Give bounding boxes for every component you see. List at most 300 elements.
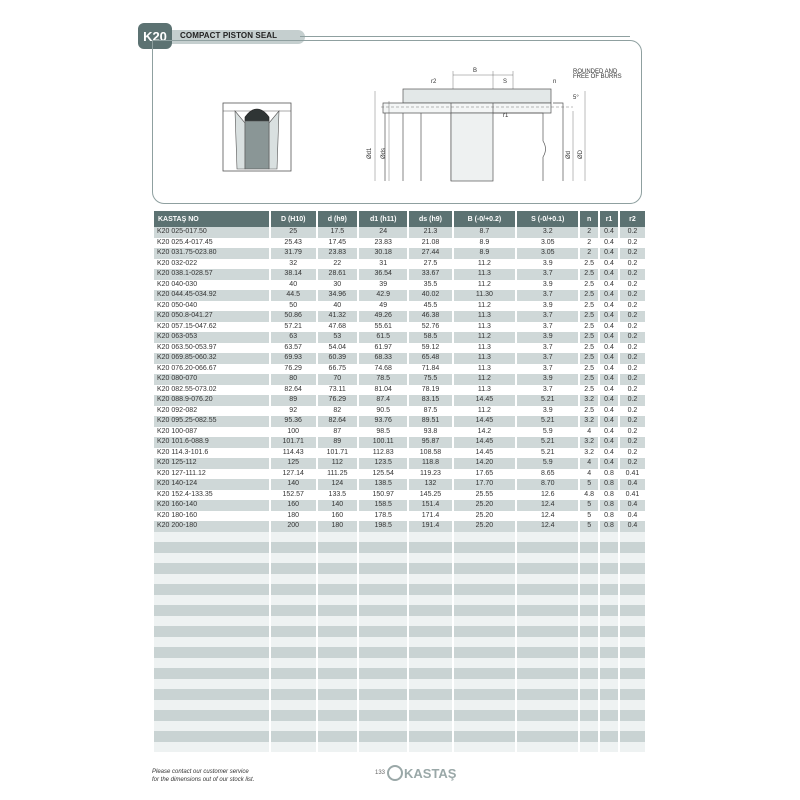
empty-cell bbox=[620, 679, 645, 690]
empty-cell bbox=[580, 626, 598, 637]
table-cell: 0.4 bbox=[600, 437, 618, 448]
table-cell: 2.5 bbox=[580, 290, 598, 301]
col-header-B: B (-0/+0.2) bbox=[454, 211, 516, 227]
table-cell: 0.4 bbox=[600, 353, 618, 364]
empty-cell bbox=[600, 710, 618, 721]
table-cell: 8.70 bbox=[517, 479, 578, 490]
table-cell: 25 bbox=[271, 227, 316, 238]
empty-cell bbox=[454, 647, 516, 658]
cell-part-code: K20 057.15-047.62 bbox=[157, 322, 217, 330]
dim-r1-label: r1 bbox=[503, 113, 509, 119]
empty-cell bbox=[454, 658, 516, 669]
empty-cell bbox=[271, 679, 316, 690]
table-cell: 3.9 bbox=[542, 259, 553, 267]
empty-cell bbox=[271, 647, 316, 658]
groove-drawing bbox=[375, 71, 585, 181]
table-cell: 0.2 bbox=[627, 301, 638, 309]
empty-cell bbox=[318, 679, 357, 690]
empty-cell bbox=[620, 605, 645, 616]
table-cell: 101.71 bbox=[326, 448, 349, 456]
table-cell: 123.5 bbox=[359, 458, 408, 469]
table-cell: 23.83 bbox=[318, 248, 357, 259]
cell-part-code: K20 180-160 bbox=[157, 511, 198, 519]
table-cell: 0.2 bbox=[620, 437, 645, 448]
table-row bbox=[154, 427, 645, 438]
empty-cell bbox=[154, 626, 269, 637]
empty-cell bbox=[154, 616, 269, 627]
table-row bbox=[154, 416, 645, 427]
table-cell: 2.5 bbox=[584, 343, 595, 351]
table-cell: 124 bbox=[318, 479, 357, 490]
table-cell: 3.2 bbox=[580, 416, 598, 427]
table-cell: 69.93 bbox=[271, 353, 316, 364]
table-cell: 14.20 bbox=[454, 458, 516, 469]
table-cell: 0.4 bbox=[604, 301, 614, 309]
table-row bbox=[154, 479, 645, 490]
table-row bbox=[154, 238, 645, 249]
table-row bbox=[154, 490, 645, 501]
cell-part-code: K20 031.75-023.80 bbox=[154, 248, 269, 259]
empty-cell bbox=[517, 542, 578, 553]
table-cell: 47.68 bbox=[328, 322, 347, 330]
table-cell: 100.11 bbox=[359, 437, 408, 448]
empty-cell bbox=[271, 553, 316, 564]
table-cell: 11.3 bbox=[454, 353, 516, 364]
empty-cell bbox=[600, 668, 618, 679]
empty-table-row bbox=[154, 605, 645, 616]
empty-cell bbox=[359, 742, 408, 753]
table-cell: 3.2 bbox=[517, 227, 578, 238]
table-cell: 151.4 bbox=[409, 500, 451, 511]
cell-part-code: K20 044.45-034.92 bbox=[154, 290, 269, 301]
empty-cell bbox=[600, 647, 618, 658]
table-cell: 45.5 bbox=[423, 301, 438, 309]
table-row bbox=[154, 259, 645, 270]
table-cell: 17.65 bbox=[475, 469, 494, 477]
empty-cell bbox=[454, 626, 516, 637]
empty-cell bbox=[154, 584, 269, 595]
table-cell: 0.41 bbox=[625, 469, 640, 477]
cell-part-code: K20 040-030 bbox=[157, 280, 198, 288]
cell-part-code: K20 082.55-073.02 bbox=[157, 385, 217, 393]
empty-cell bbox=[271, 742, 316, 753]
footer-note-line1: Please contact our customer service bbox=[152, 769, 249, 775]
empty-cell bbox=[580, 647, 598, 658]
empty-cell bbox=[517, 700, 578, 711]
cell-part-code: K20 114.3-101.6 bbox=[157, 448, 209, 456]
table-cell: 14.45 bbox=[454, 416, 516, 427]
empty-cell bbox=[600, 731, 618, 742]
table-cell: 40.02 bbox=[409, 290, 451, 301]
table-cell: 158.5 bbox=[359, 500, 408, 511]
table-cell: 2.5 bbox=[584, 301, 595, 309]
empty-cell bbox=[318, 721, 357, 732]
empty-cell bbox=[454, 721, 516, 732]
empty-cell bbox=[600, 689, 618, 700]
table-cell: 30 bbox=[333, 280, 342, 288]
table-cell: 30.18 bbox=[359, 248, 408, 259]
empty-cell bbox=[454, 742, 516, 753]
empty-cell bbox=[454, 679, 516, 690]
table-cell: 0.4 bbox=[600, 227, 618, 238]
table-cell: 0.4 bbox=[604, 427, 614, 435]
cell-part-code: K20 140-124 bbox=[154, 479, 269, 490]
empty-table-row bbox=[154, 616, 645, 627]
empty-cell bbox=[154, 689, 269, 700]
table-cell: 28.61 bbox=[318, 269, 357, 280]
empty-cell bbox=[154, 710, 269, 721]
empty-cell bbox=[580, 563, 598, 574]
table-row bbox=[154, 406, 645, 417]
empty-cell bbox=[271, 584, 316, 595]
table-cell: 100 bbox=[287, 427, 300, 435]
empty-table-row bbox=[154, 563, 645, 574]
empty-table-row bbox=[154, 574, 645, 585]
empty-cell bbox=[600, 721, 618, 732]
empty-cell bbox=[154, 679, 269, 690]
empty-table-row bbox=[154, 721, 645, 732]
empty-cell bbox=[620, 658, 645, 669]
table-cell: 32 bbox=[289, 259, 298, 267]
empty-cell bbox=[454, 616, 516, 627]
table-cell: 0.4 bbox=[604, 280, 614, 288]
table-cell: 0.4 bbox=[620, 521, 645, 532]
table-cell: 14.45 bbox=[475, 448, 494, 456]
table-cell: 0.4 bbox=[600, 416, 618, 427]
empty-cell bbox=[517, 584, 578, 595]
empty-cell bbox=[359, 584, 408, 595]
table-cell: 27.44 bbox=[409, 248, 451, 259]
table-cell: 63 bbox=[271, 332, 316, 343]
table-row bbox=[154, 395, 645, 406]
empty-cell bbox=[454, 637, 516, 648]
table-cell: 2.5 bbox=[584, 280, 595, 288]
table-cell: 4 bbox=[587, 427, 592, 435]
logo-text: KASTAŞ bbox=[404, 766, 457, 781]
table-cell: 0.2 bbox=[620, 395, 645, 406]
dim-ds-label: Øds bbox=[381, 147, 387, 159]
table-cell: 24 bbox=[359, 227, 408, 238]
table-cell: 46.38 bbox=[409, 311, 451, 322]
table-cell: 73.11 bbox=[328, 385, 346, 393]
empty-cell bbox=[454, 710, 516, 721]
table-cell: 133.5 bbox=[328, 490, 347, 498]
table-cell: 3.9 bbox=[542, 301, 553, 309]
empty-cell bbox=[359, 637, 408, 648]
table-cell: 112.83 bbox=[372, 448, 394, 456]
cell-part-code: K20 095.25-082.55 bbox=[154, 416, 269, 427]
table-row bbox=[154, 500, 645, 511]
cell-part-code: K20 125-112 bbox=[154, 458, 269, 469]
table-cell: 0.4 bbox=[600, 248, 618, 259]
cell-part-code: K20 200-180 bbox=[154, 521, 269, 532]
table-cell: 11.2 bbox=[477, 259, 491, 267]
table-row bbox=[154, 353, 645, 364]
empty-cell bbox=[580, 584, 598, 595]
table-cell: 140 bbox=[271, 479, 316, 490]
empty-cell bbox=[409, 689, 451, 700]
table-cell: 3.7 bbox=[542, 343, 553, 351]
table-cell: 3.9 bbox=[517, 374, 578, 385]
empty-cell bbox=[620, 563, 645, 574]
empty-cell bbox=[517, 689, 578, 700]
cell-part-code: K20 063-053 bbox=[154, 332, 269, 343]
empty-cell bbox=[580, 532, 598, 543]
empty-cell bbox=[154, 595, 269, 606]
empty-cell bbox=[620, 647, 645, 658]
empty-cell bbox=[359, 532, 408, 543]
empty-cell bbox=[409, 574, 451, 585]
dim-d-label: Ød bbox=[566, 150, 572, 159]
empty-cell bbox=[600, 605, 618, 616]
table-cell: 2.5 bbox=[584, 364, 595, 372]
empty-cell bbox=[318, 658, 357, 669]
table-cell: 140 bbox=[318, 500, 357, 511]
table-cell: 3.7 bbox=[517, 290, 578, 301]
table-cell: 0.4 bbox=[600, 374, 618, 385]
table-cell: 152.57 bbox=[282, 490, 304, 498]
empty-cell bbox=[517, 616, 578, 627]
table-cell: 41.32 bbox=[318, 311, 357, 322]
empty-table-row bbox=[154, 710, 645, 721]
table-cell: 5.21 bbox=[540, 448, 555, 456]
table-cell: 3.7 bbox=[517, 353, 578, 364]
table-cell: 111.25 bbox=[327, 469, 348, 477]
empty-cell bbox=[409, 584, 451, 595]
empty-cell bbox=[409, 742, 451, 753]
table-row bbox=[154, 437, 645, 448]
empty-cell bbox=[154, 647, 269, 658]
table-cell: 42.9 bbox=[359, 290, 408, 301]
table-row bbox=[154, 269, 645, 280]
dim-r2-label: r2 bbox=[431, 79, 437, 85]
table-cell: 3.2 bbox=[580, 395, 598, 406]
empty-cell bbox=[600, 542, 618, 553]
table-cell: 0.2 bbox=[627, 427, 638, 435]
empty-cell bbox=[359, 542, 408, 553]
table-cell: 33.67 bbox=[409, 269, 451, 280]
empty-cell bbox=[620, 637, 645, 648]
empty-cell bbox=[359, 647, 408, 658]
empty-cell bbox=[271, 668, 316, 679]
note-rounded: ROUNDED AND bbox=[573, 69, 618, 75]
empty-cell bbox=[359, 689, 408, 700]
table-cell: 127.14 bbox=[282, 469, 304, 477]
table-cell: 0.4 bbox=[604, 259, 614, 267]
cell-part-code: K20 076.20-066.67 bbox=[157, 364, 217, 372]
empty-cell bbox=[409, 721, 451, 732]
table-cell: 38.14 bbox=[271, 269, 316, 280]
table-cell: 0.2 bbox=[627, 322, 638, 330]
table-cell: 12.6 bbox=[540, 490, 555, 498]
col-header-ds: ds (h9) bbox=[409, 211, 451, 227]
empty-cell bbox=[409, 647, 451, 658]
empty-cell bbox=[409, 626, 451, 637]
empty-cell bbox=[271, 532, 316, 543]
cell-part-code: K20 050-040 bbox=[157, 301, 198, 309]
table-cell: 8.65 bbox=[540, 469, 555, 477]
empty-cell bbox=[620, 542, 645, 553]
col-header-r2: r2 bbox=[620, 211, 645, 227]
table-cell: 0.4 bbox=[627, 511, 638, 519]
table-cell: 17.45 bbox=[328, 238, 347, 246]
table-cell: 3.9 bbox=[542, 280, 553, 288]
empty-cell bbox=[359, 658, 408, 669]
table-row bbox=[154, 311, 645, 322]
header-divider bbox=[300, 36, 630, 37]
table-cell: 3.9 bbox=[517, 332, 578, 343]
table-cell: 75.5 bbox=[409, 374, 451, 385]
table-cell: 3.7 bbox=[517, 269, 578, 280]
table-cell: 74.68 bbox=[374, 364, 392, 372]
empty-cell bbox=[620, 616, 645, 627]
table-cell: 0.8 bbox=[600, 500, 618, 511]
table-cell: 53 bbox=[318, 332, 357, 343]
empty-cell bbox=[318, 689, 357, 700]
empty-cell bbox=[318, 595, 357, 606]
empty-cell bbox=[454, 532, 516, 543]
table-cell: 40 bbox=[289, 280, 298, 288]
table-cell: 150.97 bbox=[372, 490, 394, 498]
dim-b-label: B bbox=[472, 68, 478, 74]
empty-cell bbox=[318, 731, 357, 742]
table-cell: 25.20 bbox=[454, 500, 516, 511]
table-row bbox=[154, 322, 645, 333]
empty-cell bbox=[154, 668, 269, 679]
empty-cell bbox=[517, 605, 578, 616]
empty-cell bbox=[620, 532, 645, 543]
empty-cell bbox=[409, 679, 451, 690]
table-cell: 2.5 bbox=[580, 332, 598, 343]
table-cell: 3.9 bbox=[542, 406, 553, 414]
table-cell: 0.2 bbox=[620, 458, 645, 469]
empty-cell bbox=[600, 563, 618, 574]
empty-cell bbox=[154, 574, 269, 585]
table-row bbox=[154, 248, 645, 259]
table-cell: 82 bbox=[333, 406, 342, 414]
cell-part-code: K20 063.50-053.97 bbox=[157, 343, 217, 351]
empty-cell bbox=[318, 553, 357, 564]
table-row bbox=[154, 458, 645, 469]
table-cell: 0.2 bbox=[627, 448, 638, 456]
table-cell: 31.79 bbox=[271, 248, 316, 259]
table-cell: 0.8 bbox=[600, 521, 618, 532]
table-cell: 180 bbox=[318, 521, 357, 532]
empty-cell bbox=[154, 563, 269, 574]
table-cell: 81.04 bbox=[374, 385, 392, 393]
empty-cell bbox=[409, 542, 451, 553]
table-cell: 2.5 bbox=[584, 259, 595, 267]
empty-table-row bbox=[154, 668, 645, 679]
empty-cell bbox=[600, 553, 618, 564]
empty-cell bbox=[154, 542, 269, 553]
table-row bbox=[154, 521, 645, 532]
empty-cell bbox=[454, 605, 516, 616]
table-cell: 0.4 bbox=[604, 406, 614, 414]
table-cell: 11.2 bbox=[477, 301, 491, 309]
table-cell: 44.5 bbox=[271, 290, 316, 301]
table-cell: 0.4 bbox=[604, 238, 614, 246]
table-cell: 160 bbox=[271, 500, 316, 511]
empty-table-row bbox=[154, 637, 645, 648]
empty-cell bbox=[600, 616, 618, 627]
table-cell: 0.2 bbox=[627, 259, 638, 267]
table-cell: 0.4 bbox=[600, 311, 618, 322]
table-cell: 11.3 bbox=[477, 364, 491, 372]
table-cell: 68.33 bbox=[359, 353, 408, 364]
table-cell: 93.76 bbox=[359, 416, 408, 427]
table-cell: 0.8 bbox=[604, 511, 614, 519]
empty-cell bbox=[454, 563, 516, 574]
empty-cell bbox=[517, 553, 578, 564]
table-cell: 3.7 bbox=[542, 364, 553, 372]
table-row bbox=[154, 374, 645, 385]
table-cell: 39 bbox=[379, 280, 388, 288]
table-cell: 0.2 bbox=[620, 311, 645, 322]
col-header-S: S (-0/+0.1) bbox=[517, 211, 578, 227]
empty-cell bbox=[154, 605, 269, 616]
table-cell: 87 bbox=[333, 427, 342, 435]
empty-table-row bbox=[154, 542, 645, 553]
table-cell: 0.4 bbox=[604, 364, 614, 372]
col-header-D: D (H10) bbox=[271, 211, 316, 227]
empty-cell bbox=[454, 668, 516, 679]
empty-table-row bbox=[154, 626, 645, 637]
table-cell: 3.2 bbox=[584, 448, 595, 456]
table-cell: 5.9 bbox=[517, 458, 578, 469]
empty-cell bbox=[580, 679, 598, 690]
table-row bbox=[154, 364, 645, 375]
empty-cell bbox=[517, 563, 578, 574]
empty-cell bbox=[271, 605, 316, 616]
table-cell: 0.2 bbox=[627, 280, 638, 288]
table-cell: 11.2 bbox=[454, 374, 516, 385]
table-cell: 119.23 bbox=[420, 469, 441, 477]
empty-cell bbox=[318, 532, 357, 543]
table-cell: 50.86 bbox=[271, 311, 316, 322]
empty-cell bbox=[409, 731, 451, 742]
table-cell: 58.5 bbox=[409, 332, 451, 343]
seal-cross-section bbox=[223, 103, 291, 171]
table-cell: 8.9 bbox=[454, 248, 516, 259]
table-cell: 0.4 bbox=[600, 269, 618, 280]
table-cell: 2.5 bbox=[584, 406, 595, 414]
table-cell: 8.9 bbox=[479, 238, 490, 246]
empty-cell bbox=[318, 605, 357, 616]
table-cell: 83.15 bbox=[409, 395, 451, 406]
empty-cell bbox=[620, 553, 645, 564]
table-cell: 12.4 bbox=[540, 511, 555, 519]
empty-cell bbox=[600, 700, 618, 711]
table-cell: 3.2 bbox=[580, 437, 598, 448]
table-cell: 2.5 bbox=[584, 322, 595, 330]
empty-table-row bbox=[154, 584, 645, 595]
table-cell: 57.21 bbox=[284, 322, 302, 330]
empty-cell bbox=[154, 731, 269, 742]
page-number: 133 bbox=[375, 770, 386, 776]
col-header-d1: d1 (h11) bbox=[359, 211, 408, 227]
table-cell: 80 bbox=[271, 374, 316, 385]
table-cell: 66.75 bbox=[328, 364, 347, 372]
empty-cell bbox=[454, 689, 516, 700]
empty-cell bbox=[600, 595, 618, 606]
table-cell: 95.87 bbox=[409, 437, 451, 448]
col-header-r1: r1 bbox=[600, 211, 618, 227]
table-cell: 11.2 bbox=[477, 280, 491, 288]
table-cell: 2.5 bbox=[580, 374, 598, 385]
table-cell: 95.36 bbox=[271, 416, 316, 427]
empty-cell bbox=[318, 742, 357, 753]
